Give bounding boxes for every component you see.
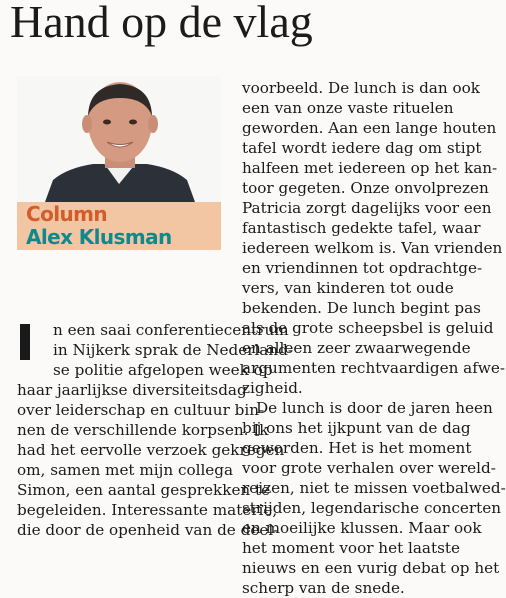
text-line: toor gegeten. Onze onvolprezen xyxy=(242,179,489,197)
text-line: geworden. Aan een lange houten xyxy=(242,119,497,137)
text-line: strijden, legendarische concerten xyxy=(242,499,502,517)
text-line: bij ons het ijkpunt van de dag xyxy=(242,419,471,437)
text-line: tafel wordt iedere dag om stipt xyxy=(242,139,482,157)
text-line: had het eervolle verzoek gekregen xyxy=(17,441,285,459)
text-line: en alleen zeer zwaarwegende xyxy=(242,339,471,357)
text-line: n een saai conferentiecentrum xyxy=(53,321,289,339)
text-line: Patricia zorgt dagelijks voor een xyxy=(242,199,492,217)
text-line: geworden. Het is het moment xyxy=(242,439,472,457)
text-line: fantastisch gedekte tafel, waar xyxy=(242,219,481,237)
text-line: iedereen welkom is. Van vrienden xyxy=(242,239,503,257)
text-line: en vriendinnen tot opdrachtge- xyxy=(242,259,483,277)
text-line: begeleiden. Interessante materie, xyxy=(17,501,278,519)
author-portrait xyxy=(45,76,195,202)
text-line: een van onze vaste rituelen xyxy=(242,99,454,117)
headline: Hand op de vlag xyxy=(10,0,313,47)
text-line: Simon, een aantal gesprekken te xyxy=(17,481,271,499)
text-line: nieuws en een vurig debat op het xyxy=(242,559,500,577)
text-line: halfeen met iedereen op het kan- xyxy=(242,159,498,177)
text-line: het moment voor het laatste xyxy=(242,539,460,557)
text-line: voorbeeld. De lunch is dan ook xyxy=(242,79,480,97)
text-line: als de grote scheepsbel is geluid xyxy=(242,319,494,337)
text-line: se politie afgelopen week op xyxy=(53,361,273,379)
text-line: over leiderschap en cultuur bin- xyxy=(17,401,265,419)
column-photo xyxy=(17,76,221,250)
text-line: haar jaarlijkse diversiteitsdag xyxy=(17,381,247,399)
text-line: bekenden. De lunch begint pas xyxy=(242,299,481,317)
text-line: scherp van de snede. xyxy=(242,579,405,597)
text-line: die door de openheid van de deel- xyxy=(17,521,279,539)
text-line: nen de verschillende korpsen. Ik xyxy=(17,421,269,439)
text-line: voor grote verhalen over wereld- xyxy=(242,459,496,477)
text-line: en moeilijke klussen. Maar ook xyxy=(242,519,482,537)
text-line: in Nijkerk sprak de Nederland- xyxy=(53,341,293,359)
text-line: vers, van kinderen tot oude xyxy=(242,279,454,297)
column-label: Column xyxy=(26,202,107,226)
text-line: argumenten rechtvaardigen afwe- xyxy=(242,359,505,377)
article-column-right xyxy=(242,78,506,598)
text-line: zigheid. xyxy=(242,379,303,397)
text-line: reizen, niet te missen voetbalwed- xyxy=(242,479,506,497)
text-line: om, samen met mijn collega xyxy=(17,461,234,479)
author-name: Alex Klusman xyxy=(26,225,172,249)
text-line: De lunch is door de jaren heen xyxy=(256,399,493,417)
